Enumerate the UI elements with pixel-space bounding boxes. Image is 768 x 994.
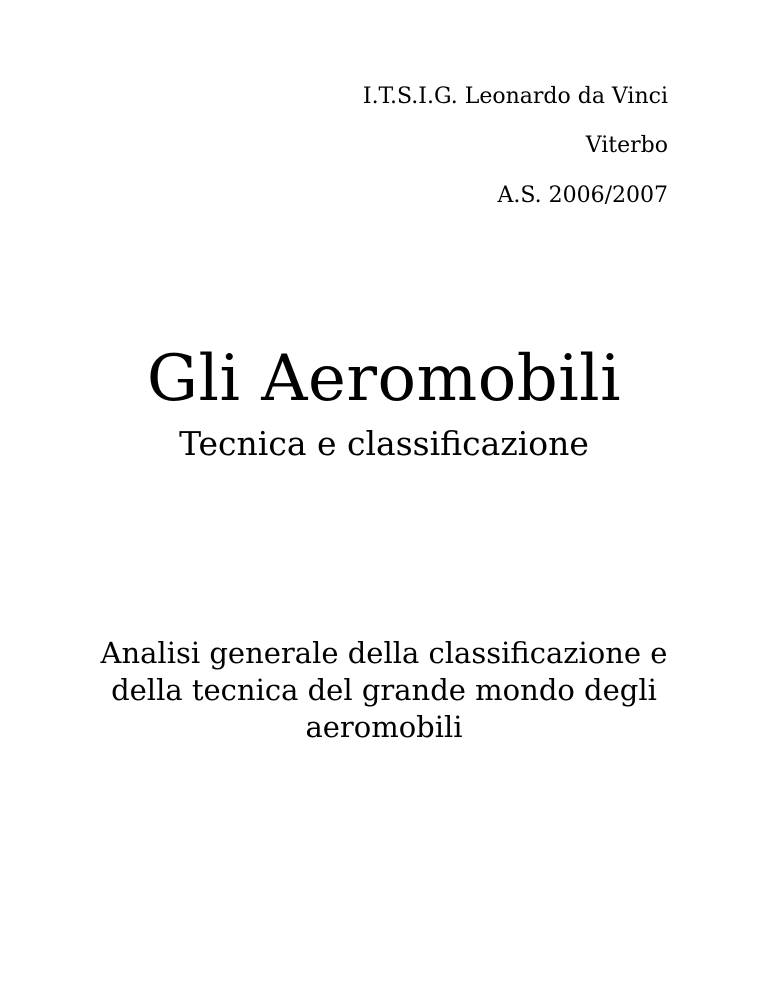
page-subtitle: Tecnica e classificazione	[179, 424, 589, 464]
school-year: A.S. 2006/2007	[497, 182, 668, 208]
school-name: I.T.S.I.G. Leonardo da Vinci	[362, 84, 668, 109]
page-title: Gli Aeromobili	[146, 342, 622, 416]
description-paragraph: Analisi generale della classificazione e della tecnica del grande mondo degli aeromobili	[100, 636, 668, 744]
title-block	[0, 344, 768, 464]
header-block	[363, 84, 668, 232]
city-name: Viterbo	[585, 133, 668, 159]
